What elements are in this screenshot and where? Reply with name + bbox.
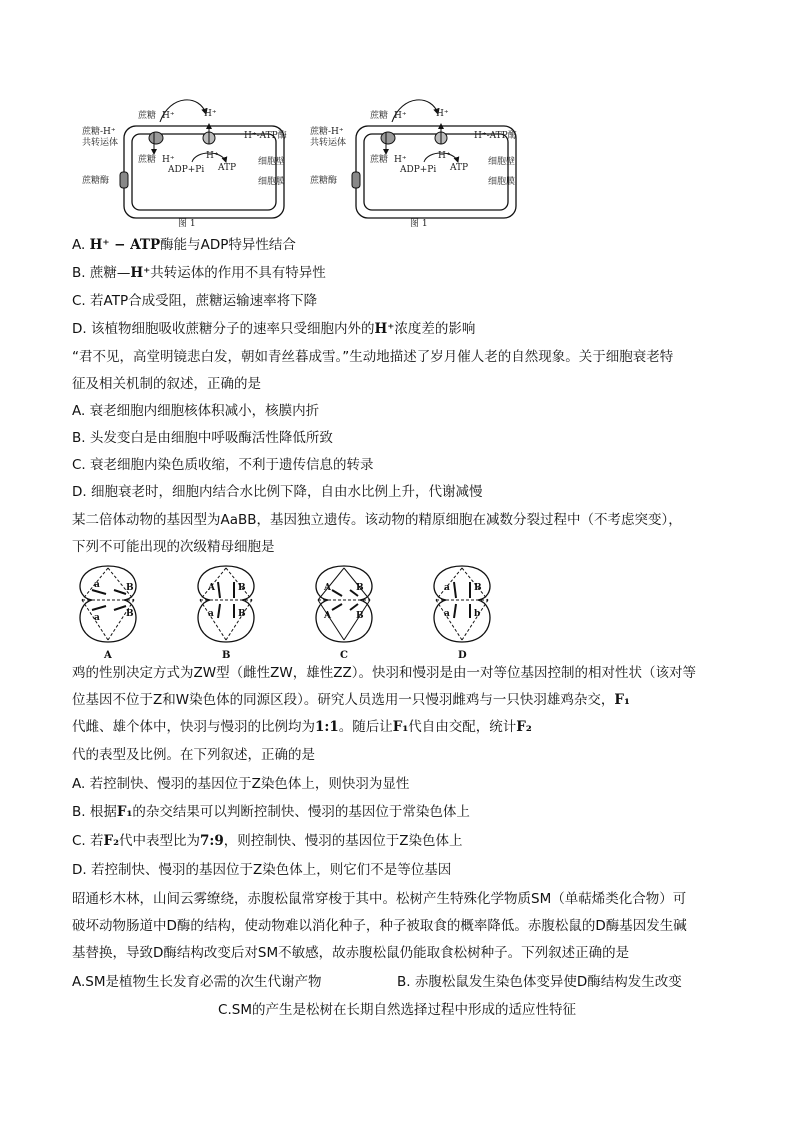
q5-options-row — [72, 973, 722, 991]
svg-text:D: D — [458, 650, 467, 661]
q2-option-b: B. 头发变白是由细胞中呼吸酶活性降低所致 — [72, 430, 333, 446]
svg-text:B: B — [238, 609, 246, 619]
cotransporter-label: 共转运体 — [310, 138, 347, 148]
q5-stem: 基替换，导致D酶结构改变后对SM不敏感，故赤腹松鼠仍能取食松树种子。下列叙述正确的是 — [72, 945, 630, 961]
sucrose-label: 蔗糖 — [370, 111, 389, 121]
cotransporter-label: 共转运体 — [82, 138, 119, 148]
proton-label: H⁺ — [394, 155, 407, 165]
figure-cell-options — [70, 560, 500, 662]
q2-option-a: A. 衰老细胞内细胞核体积减小，核膜内折 — [72, 403, 320, 419]
q4-option-d: D. 若控制快、慢羽的基因位于Z染色体上，则它们不是等位基因 — [72, 862, 452, 878]
sucrose-label: 蔗糖 — [138, 155, 157, 165]
svg-text:a: a — [444, 609, 450, 619]
svg-text:A: A — [104, 650, 112, 661]
figure-1-right-panel — [310, 100, 517, 229]
q3-stem: 某二倍体动物的基因型为AaBB，基因独立遗传。该动物的精原细胞在减数分裂过程中（不考虑突变）， — [72, 512, 682, 528]
q1-option-a: A. H⁺ − ATP酶能与ADP特异性结合 — [72, 237, 296, 253]
proton-label: H⁺ — [436, 109, 449, 119]
q1-option-c: C. 若ATP合成受阻，蔗糖运输速率将下降 — [72, 293, 318, 309]
figure-caption: 图 1 — [410, 219, 428, 229]
svg-text:b: b — [474, 609, 481, 619]
proton-label: H⁺ — [206, 151, 219, 161]
sucrose-label: 蔗糖 — [138, 111, 157, 121]
atp-label: ATP — [450, 163, 469, 173]
svg-text:B: B — [474, 583, 482, 593]
cotransporter-label: 蔗糖-H⁺ — [82, 127, 116, 137]
cotransporter-label: 蔗糖-H⁺ — [310, 127, 344, 137]
cell-option-d — [434, 566, 490, 661]
cell-option-c — [316, 566, 372, 661]
q5-option-c: C.SM的产生是松树在长期自然选择过程中形成的适应性特征 — [218, 1002, 576, 1018]
cell-wall-label: 细胞壁 — [488, 157, 516, 167]
q4-option-a: A. 若控制快、慢羽的基因位于Z染色体上，则快羽为显性 — [72, 776, 410, 792]
q4-option-b: B. 根据F₁的杂交结果可以判断控制快、慢羽的基因位于常染色体上 — [72, 804, 470, 820]
proton-label: H⁺ — [394, 111, 407, 121]
atpase-label: H⁺-ATP酶 — [244, 131, 287, 141]
proton-label: H⁺ — [162, 155, 175, 165]
svg-text:a: a — [444, 583, 450, 593]
proton-label: H⁺ — [204, 109, 217, 119]
svg-text:B: B — [356, 583, 364, 593]
svg-text:B: B — [238, 583, 246, 593]
q2-stem: “君不见，高堂明镜悲白发，朝如青丝暮成雪。”生动地描述了岁月催人老的自然现象。关于细胞衰老特 — [72, 349, 674, 365]
svg-text:a: a — [94, 613, 100, 623]
proton-label: H⁺ — [438, 151, 451, 161]
figure-1-sucrose-transport — [82, 92, 540, 230]
figure-caption: 图 1 — [178, 219, 196, 229]
svg-text:a: a — [94, 580, 100, 590]
q4-stem: 位基因不位于Z和W染色体的同源区段）。研究人员选用一只慢羽雌鸡与一只快羽雄鸡杂交，F₁ — [72, 692, 630, 708]
svg-text:B: B — [222, 650, 231, 661]
proton-label: H⁺ — [162, 111, 175, 121]
q4-stem: 鸡的性别决定方式为ZW型（雌性ZW，雄性ZZ）。快羽和慢羽是由一对等位基因控制的相对性状（该对等 — [72, 665, 696, 681]
q2-stem: 征及相关机制的叙述，正确的是 — [72, 376, 261, 392]
svg-text:A: A — [208, 583, 215, 593]
cell-option-a — [80, 566, 136, 661]
adp-label: ADP+Pi — [400, 165, 437, 175]
cell-membrane-label: 细胞膜 — [258, 177, 286, 187]
svg-text:C: C — [340, 650, 348, 661]
cell-option-b — [198, 566, 254, 661]
q5-stem: 破坏动物肠道中D酶的结构，使动物难以消化种子，种子被取食的概率降低。赤腹松鼠的D酶基因发生碱 — [72, 918, 687, 934]
svg-text:a: a — [208, 609, 214, 619]
q4-stem: 代的表型及比例。在下列叙述，正确的是 — [72, 747, 315, 763]
sucrase-label: 蔗糖酶 — [310, 176, 338, 186]
sucrose-label: 蔗糖 — [370, 155, 389, 165]
q5-option-a: A.SM是植物生长发育必需的次生代谢产物 — [72, 974, 322, 990]
q1-option-b: B. 蔗糖—H⁺共转运体的作用不具有特异性 — [72, 265, 326, 281]
svg-text:B: B — [126, 609, 134, 619]
cell-wall-label: 细胞壁 — [258, 157, 286, 167]
svg-text:A: A — [324, 583, 331, 593]
q1-option-d: D. 该植物细胞吸收蔗糖分子的速率只受细胞内外的H⁺浓度差的影响 — [72, 321, 476, 337]
svg-text:B: B — [126, 583, 134, 593]
sucrase-label: 蔗糖酶 — [82, 176, 110, 186]
atp-label: ATP — [218, 163, 237, 173]
q3-stem: 下列不可能出现的次级精母细胞是 — [72, 539, 275, 555]
cell-membrane-label: 细胞膜 — [488, 177, 516, 187]
q4-option-c: C. 若F₂代中表型比为7:9，则控制快、慢羽的基因位于Z染色体上 — [72, 833, 463, 849]
adp-label: ADP+Pi — [168, 165, 205, 175]
q2-option-d: D. 细胞衰老时，细胞内结合水比例下降，自由水比例上升，代谢减慢 — [72, 484, 483, 500]
q5-stem: 昭通杉木林，山间云雾缭绕，赤腹松鼠常穿梭于其中。松树产生特殊化学物质SM（单萜烯类化合物）可 — [72, 891, 687, 907]
figure-1-left-panel — [82, 100, 287, 229]
q5-option-b: B. 赤腹松鼠发生染色体变异使D酶结构发生改变 — [397, 974, 682, 990]
svg-text:A: A — [324, 611, 331, 621]
q2-option-c: C. 衰老细胞内染色质收缩，不利于遗传信息的转录 — [72, 457, 374, 473]
atpase-label: H⁺-ATP酶 — [474, 131, 517, 141]
q4-stem: 代雌、雄个体中，快羽与慢羽的比例均为1:1。随后让F₁代自由交配，统计F₂ — [72, 719, 532, 735]
svg-text:B: B — [356, 611, 364, 621]
